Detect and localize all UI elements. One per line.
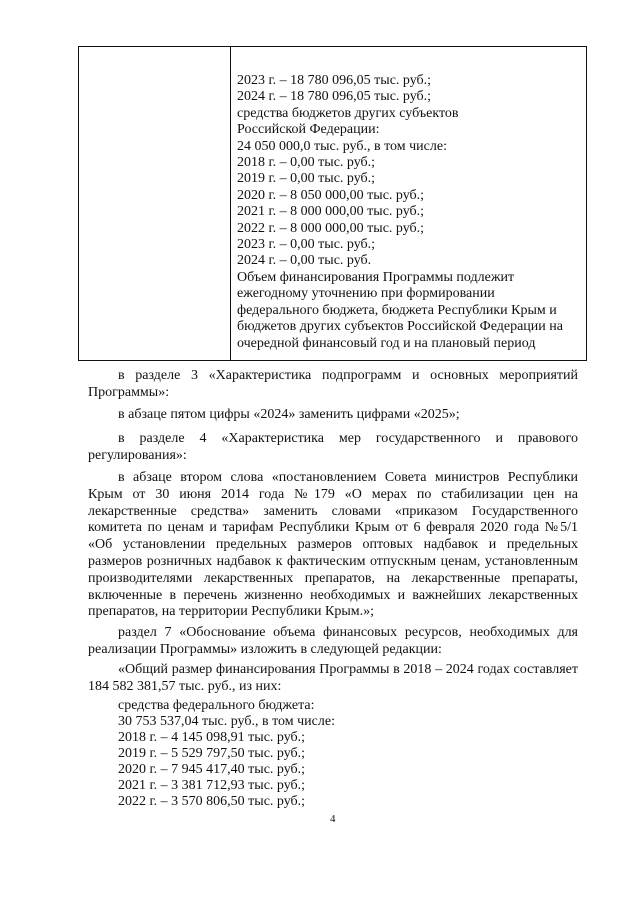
funding-line: 30 753 537,04 тыс. руб., в том числе:	[118, 714, 335, 729]
table-line: 2018 г. – 0,00 тыс. руб.;	[237, 155, 376, 171]
table-line: 2022 г. – 8 000 000,00 тыс. руб.;	[237, 220, 425, 236]
paragraph-total-funding: «Общий размер финансирования Программы в 2018 – 2024 годах составляет 184 582 381,57 тыс. руб., из них:	[88, 662, 578, 694]
table-line: средства бюджетов других субъектов	[237, 105, 459, 121]
table-line: 2023 г. – 0,00 тыс. руб.;	[237, 237, 376, 253]
funding-table	[78, 46, 587, 361]
table-line: федерального бюджета, бюджета Республики Крым и	[237, 302, 557, 318]
table-line: 2021 г. – 8 000 000,00 тыс. руб.;	[237, 204, 425, 220]
table-right-cell	[231, 47, 586, 360]
funding-line: 2019 г. – 5 529 797,50 тыс. руб.;	[118, 746, 306, 761]
page-number: 4	[330, 813, 336, 825]
table-line: 2019 г. – 0,00 тыс. руб.;	[237, 171, 376, 187]
paragraph-abzac-2: в абзаце втором слова «постановлением Совета министров Республики Крым от 30 июня 2014 года №179 «О мерах по стабилизации цен на лекарственные средства» заменить словами «приказом Государственного комитета по ценам и тарифам Республики Крым от 6 февраля 2020 года №5/1 «Об установлении предельных размеров оптовых надбавок и предельных размеров розничных надбавок к фактическим отпускным ценам, установленным производителями лекарственных препаратов, на лекарственные препараты, включенные в перечень жизненно необходимых и важнейших лекарственных препаратов, на территории Республики Крым.»;	[88, 470, 578, 620]
table-line: 2020 г. – 8 050 000,00 тыс. руб.;	[237, 187, 425, 203]
table-line: 2024 г. – 18 780 096,05 тыс. руб.;	[237, 89, 432, 105]
table-line: бюджетов других субъектов Российской Федерации на	[237, 319, 563, 335]
table-line: 2024 г. – 0,00 тыс. руб.	[237, 253, 372, 269]
funding-line: средства федерального бюджета:	[118, 698, 315, 713]
paragraph-abzac-5: в абзаце пятом цифры «2024» заменить цифрами «2025»;	[118, 407, 460, 422]
table-line: 2023 г. – 18 780 096,05 тыс. руб.;	[237, 73, 432, 88]
paragraph-section-4: в разделе 4 «Характеристика мер государственного и правового регулирования»:	[88, 431, 578, 463]
paragraph-section-3: в разделе 3 «Характеристика подпрограмм и основных мероприятий Программы»:	[88, 368, 578, 400]
table-line: очередной финансовый год и на плановый период	[237, 335, 536, 351]
paragraph-section-7: раздел 7 «Обоснование объема финансовых ресурсов, необходимых для реализации Программы» изложить в следующей редакции:	[88, 625, 578, 657]
funding-line: 2021 г. – 3 381 712,93 тыс. руб.;	[118, 778, 306, 793]
table-line: 24 050 000,0 тыс. руб., в том числе:	[237, 138, 447, 154]
funding-line: 2018 г. – 4 145 098,91 тыс. руб.;	[118, 730, 306, 745]
table-left-cell	[79, 47, 231, 360]
table-line: Объем финансирования Программы подлежит	[237, 269, 515, 285]
funding-line: 2022 г. – 3 570 806,50 тыс. руб.;	[118, 794, 306, 809]
table-line: ежегодному уточнению при формировании	[237, 286, 495, 302]
funding-line: 2020 г. – 7 945 417,40 тыс. руб.;	[118, 762, 306, 777]
table-line: Российской Федерации:	[237, 122, 380, 138]
